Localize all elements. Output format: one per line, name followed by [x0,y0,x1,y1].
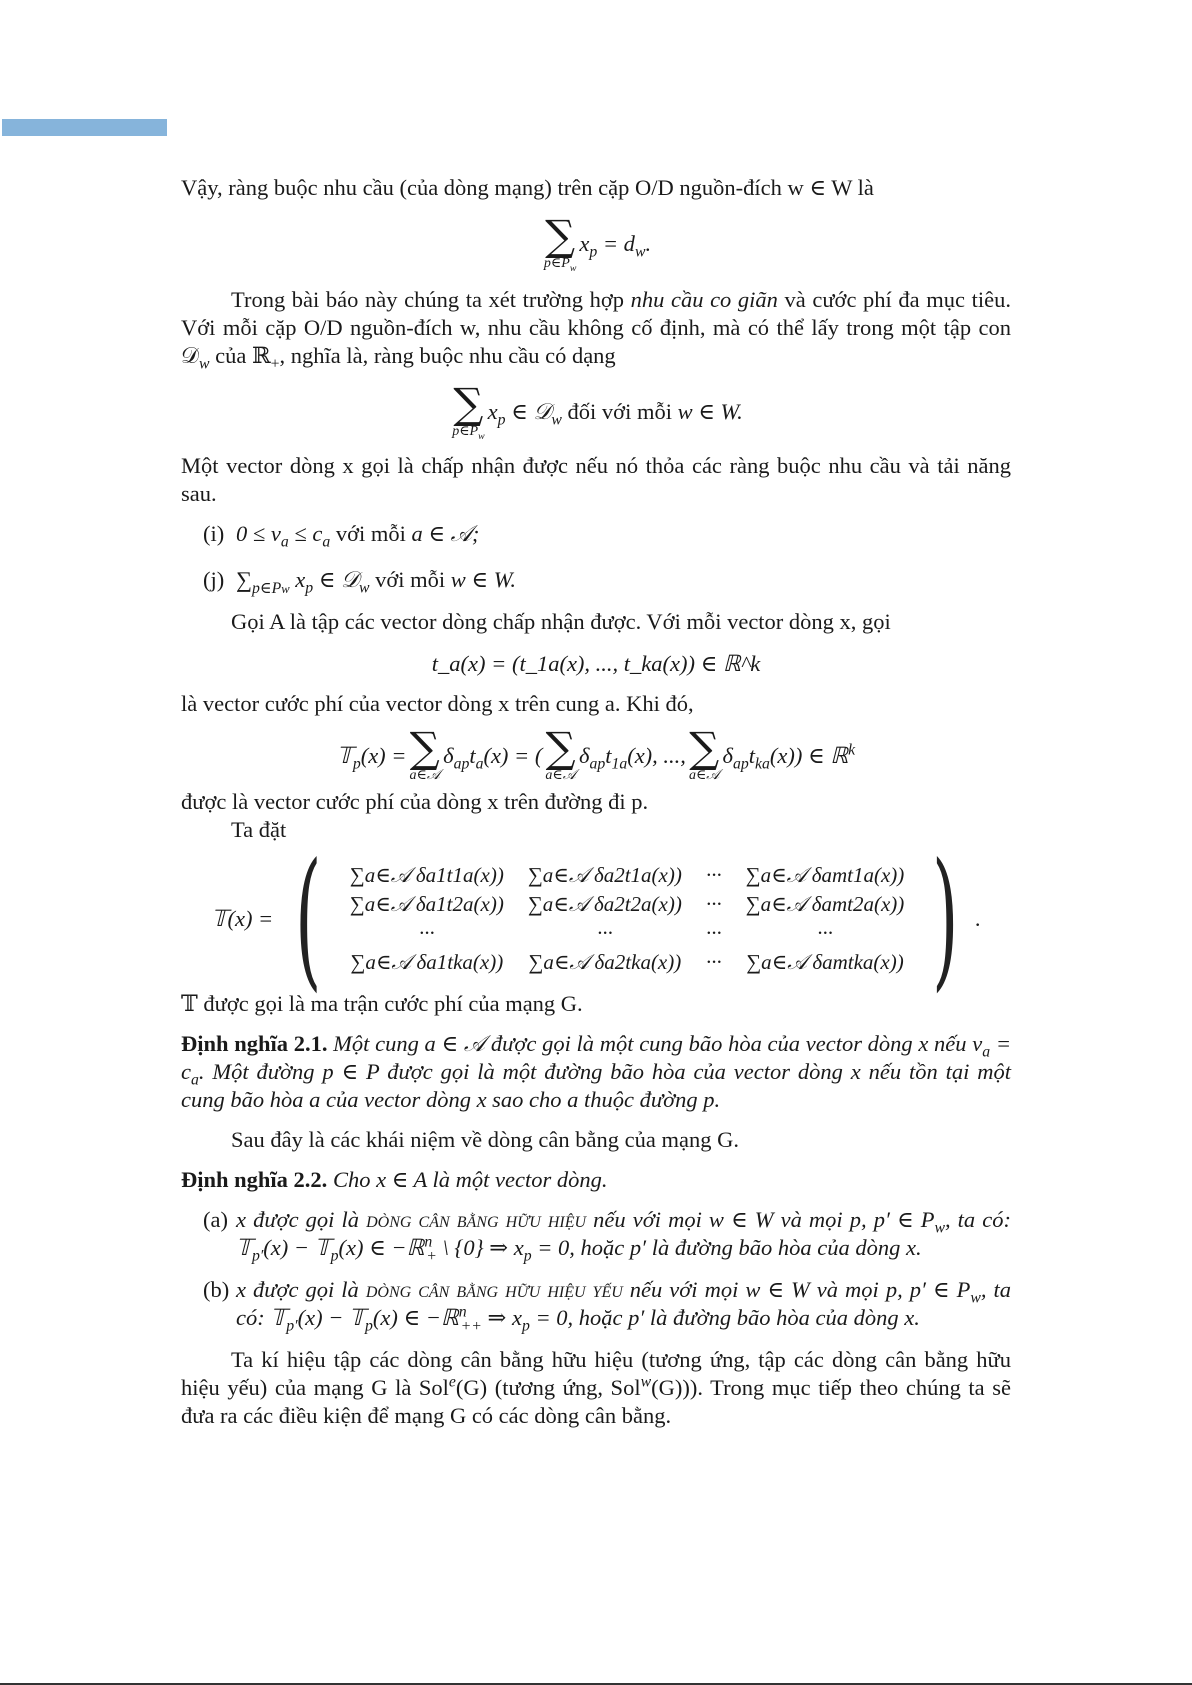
matrix-cell: ∑a∈𝒜 δa2t1a(x)) [527,863,682,887]
matrix-cell: ··· [418,921,435,945]
paragraph-elastic-demand: Trong bài báo này chúng ta xét trường hợp nhu cầu co giãn và cước phí đa mục tiêu. Với mỗi cặp O/D nguồn-đích w, nhu cầu không cố định, mà có thể lấy trong một tập con 𝒟$_w$ của ℝ$_+$, nghĩa là, ràng buộc nhu cầu có dạng [181,287,1011,373]
paragraph-demand-constraint: Vậy, ràng buộc nhu cầu (của dòng mạng) trên cặp O/D nguồn-đích w ∈ W là [181,175,874,200]
matrix-cell: ∑a∈𝒜 δamt2a(x)) [745,892,905,916]
paragraph-let: Ta đặt [231,817,287,842]
paragraph-path-cost: được là vector cước phí của dòng x trên đường đi p. [181,789,649,814]
paragraph-arc-cost: là vector cước phí của vector dòng x trên cung a. Khi đó, [181,691,694,716]
matrix-cell: ··· [596,921,613,945]
paragraph-equilibrium-intro: Sau đây là các khái niệm về dòng cân bằng của mạng G. [231,1127,739,1152]
matrix-cell: ··· [705,921,722,945]
equation-cost-vector: t_a(x) = (t_1a(x), ..., t_ka(x)) ∈ ℝ^k [431,651,761,676]
matrix-cell: ∑a∈𝒜 δamt1a(x)) [745,863,905,887]
condition-i: (i) $0 \le v_a \le c_a$ với mỗi a ∈ 𝒜; [203,521,480,551]
matrix-cell: ··· [705,892,722,916]
condition-j: (j) $\sum_{p\in Pw}$ $x_p$ ∈ 𝒟$_w$ với mỗi w ∈ W. [203,567,516,597]
paragraph-feasible-flow: Một vector dòng x gọi là chấp nhận được nếu nó thỏa các ràng buộc nhu cầu và tải năng sau. [181,453,1011,506]
sum-operator: ∑ $p\in P_w$ [543,211,577,274]
paragraph-cost-matrix: 𝕋 được gọi là ma trận cước phí của mạng G. [181,991,583,1016]
matrix-row [338,890,917,919]
definition-2-2-b: (b) x được gọi là dòng cân bằng hữu hiệu yếu nếu với mọi w ∈ W và mọi p, p′ ∈ $P_w$, ta có: 𝕋$_{p'}$(x) − 𝕋$_p$(x) ∈ −ℝ$^n_{++}$ ⇒ $x_p = 0$, hoặc p′ là đường bão hòa của dòng x. [203,1277,1011,1335]
matrix-cell: ∑a∈𝒜 δa1t1a(x)) [349,863,504,887]
header-accent-bar [2,119,167,136]
equation-path-cost: 𝕋$_p$(x) = ∑ a∈𝒜 $\delta_{ap}t_a(x)$ = ( ∑ a∈𝒜 $\delta_{ap}t_{1a}(x)$, ..., ∑ a∈𝒜 $\delta_{ap}t_{ka}(x)$) ∈ ℝ$^k$ [336,723,856,783]
matrix-row [338,861,917,890]
paragraph-cost-vector: Gọi A là tập các vector dòng chấp nhận được. Với mỗi vector dòng x, gọi [231,609,891,634]
matrix-cell: ∑a∈𝒜 δa2tka(x)) [528,950,682,974]
matrix-cell: ∑a∈𝒜 δamtka(x)) [746,950,904,974]
matrix-cell: ··· [705,863,722,887]
matrix-cell: ··· [705,950,722,974]
equation-demand-set: ∑ $p\in P_w$ $x_p$ ∈ 𝒟$_w$ đối với mỗi w ∈ W. [452,379,743,442]
equation-sum-demand: ∑ $p\in P_w$ $x_p = d_w$. [543,211,652,274]
cost-matrix-table [338,861,917,977]
matrix-cell: ··· [817,921,833,945]
sum-operator: ∑ $p\in P_w$ [452,379,485,442]
definition-2-2: Định nghĩa 2.2. Cho x ∈ A là một vector dòng. [181,1167,608,1192]
matrix-cell: ∑a∈𝒜 δa2t2a(x)) [527,892,682,916]
matrix-cell: ∑a∈𝒜 δa1t2a(x)) [349,892,504,916]
paragraph-solution-sets: Ta kí hiệu tập các dòng cân bằng hữu hiệu (tương ứng, tập các dòng cân bằng hữu hiệu yếu) của mạng G là Sol$^e$(G) (tương ứng, Sol$^w$(G))). Trong mục tiếp theo chúng ta sẽ đưa ra các điều kiện để mạng G có các dòng cân bằng. [181,1347,1011,1428]
definition-2-1: Định nghĩa 2.1. Một cung a ∈ 𝒜 được gọi là một cung bão hòa của vector dòng x nếu $v_a = c_a$. Một đường p ∈ P được gọi là một đường bão hòa của vector dòng x nếu tồn tại một cung bão hòa a của vector dòng x sao cho a thuộc đường p. [181,1031,1011,1112]
matrix-cell: ∑a∈𝒜 δa1tka(x)) [350,950,504,974]
equation-cost-matrix: 𝕋(x) = ( ∑a∈𝒜 δa1t1a(x)) ∑a∈𝒜 δa2t1a(x)) ··· ∑a∈𝒜 δamt1a(x)) ∑a∈𝒜 δa1t2a(x)) ∑a∈𝒜 δa2t2a(x)) ··· ∑a∈𝒜 δamt2a(x)) ··· ··· ··· ··· ∑a∈𝒜 δa1tka(x)) ∑a∈𝒜 δa2tka(x)) ··· ∑a∈𝒜 δamtka(x)) ) . [211,832,981,1006]
page-content [181,174,1011,1430]
matrix-row [338,919,917,948]
matrix-row [338,948,917,977]
definition-2-2-a: (a) x được gọi là dòng cân bằng hữu hiệu nếu với mọi w ∈ W và mọi p, p′ ∈ $P_w$, ta có: 𝕋$_{p'}$(x) − 𝕋$_p$(x) ∈ −ℝ$^n_+$ \ {0} ⇒ $x_p = 0$, hoặc p′ là đường bão hòa của dòng x. [203,1207,1011,1265]
